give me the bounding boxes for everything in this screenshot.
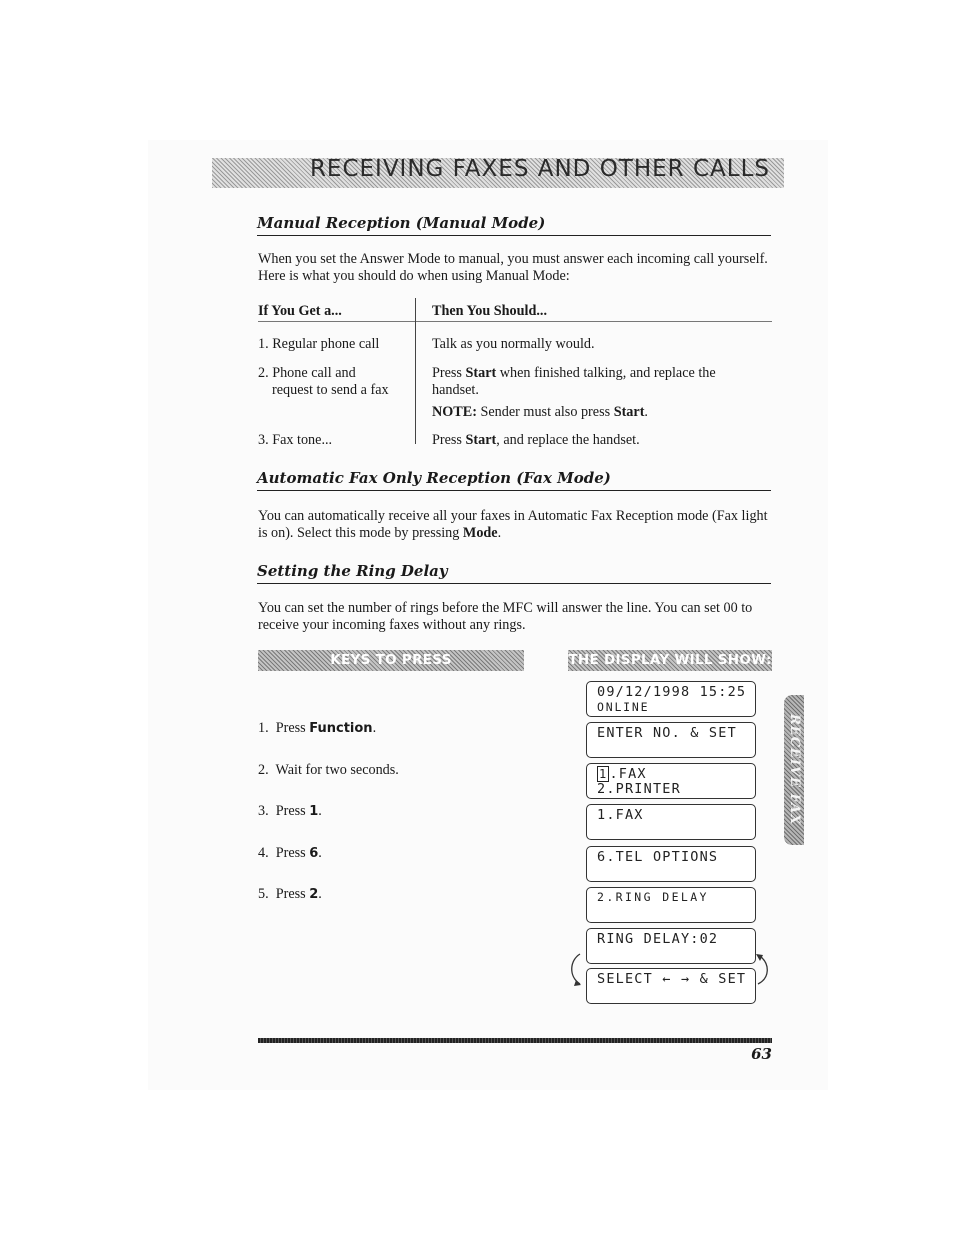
lcd-display-2: [586, 722, 756, 758]
table-row-3-condition: 3. Fax tone...: [258, 432, 333, 448]
table-row-2-condition-line2: request to send a fax: [272, 382, 389, 398]
lcd-display-1: [586, 681, 756, 717]
step-2: 2. Wait for two seconds.: [258, 762, 399, 778]
step-4: 4. Press 6.: [258, 845, 322, 861]
table-row-1-action: Talk as you normally would.: [432, 336, 595, 352]
table-header-rule: [258, 321, 772, 322]
page-number: 63: [751, 1045, 772, 1063]
chapter-header-band: [212, 158, 784, 188]
arrowhead-icon: [574, 980, 581, 986]
step-3: 3. Press 1.: [258, 803, 322, 819]
cursor-box: 1: [599, 767, 608, 781]
lcd-line: RING DELAY:02: [597, 931, 719, 947]
side-tab-label: RECEIVE FAX: [787, 714, 802, 826]
table-column-divider: [415, 298, 416, 444]
lcd-display-6: [586, 887, 756, 923]
lcd-line: 2.PRINTER: [597, 781, 681, 797]
lcd-display-3: [586, 763, 756, 799]
col-header-if-you-get: If You Get a...: [258, 303, 342, 319]
table-row-1-condition: 1. Regular phone call: [258, 336, 380, 352]
ring-delay-title: Setting the Ring Delay: [257, 562, 771, 584]
step-1: 1. Press Function.: [258, 720, 377, 736]
display-will-show-banner: THE DISPLAY WILL SHOW:: [568, 650, 772, 671]
table-row-2-condition-line1: 2. Phone call and: [258, 365, 356, 381]
keys-to-press-banner: KEYS TO PRESS: [258, 650, 524, 671]
alternating-display-arrows: [564, 950, 774, 990]
lcd-line: 2.RING DELAY: [597, 890, 709, 904]
lcd-line: ENTER NO. & SET: [597, 725, 737, 741]
side-tab: [784, 695, 804, 845]
fax-mode-text: You can automatically receive all your faxes in Automatic Fax Reception mode (Fax light is on). Select this mode by pressing Mode.: [258, 508, 768, 541]
ring-delay-text: You can set the number of rings before the MFC will answer the line. You can set 00 to receive your incoming faxes without any rings.: [258, 600, 753, 633]
table-row-2-action: Press Start when finished talking, and replace the handset.: [432, 365, 716, 398]
lcd-line: ONLINE: [597, 700, 650, 714]
footer-rule: [258, 1038, 772, 1043]
table-row-2-note: NOTE: Sender must also press Start.: [432, 404, 648, 420]
step-5: 5. Press 2.: [258, 886, 322, 902]
manual-reception-intro: When you set the Answer Mode to manual, you must answer each incoming call yourself. Here is what you should do when using Manual Mode:: [258, 251, 768, 284]
lcd-display-4: [586, 804, 756, 840]
lcd-line: 1 .FAX: [599, 766, 647, 782]
fax-mode-title: Automatic Fax Only Reception (Fax Mode): [257, 469, 771, 491]
chapter-title: RECEIVING FAXES AND OTHER CALLS: [309, 158, 770, 182]
manual-reception-title: Manual Reception (Manual Mode): [257, 214, 771, 236]
col-header-then-you-should: Then You Should...: [432, 303, 548, 319]
lcd-display-5: [586, 846, 756, 882]
right-curved-arrow-icon: [758, 956, 767, 984]
table-row-3-action: Press Start, and replace the handset.: [432, 432, 640, 448]
lcd-line: SELECT ← → & SET: [597, 971, 747, 987]
lcd-line: 09/12/1998 15:25: [597, 684, 747, 700]
left-curved-arrow-icon: [572, 954, 580, 984]
lcd-line: 1.FAX: [597, 807, 644, 823]
lcd-line: 6.TEL OPTIONS: [597, 849, 719, 865]
